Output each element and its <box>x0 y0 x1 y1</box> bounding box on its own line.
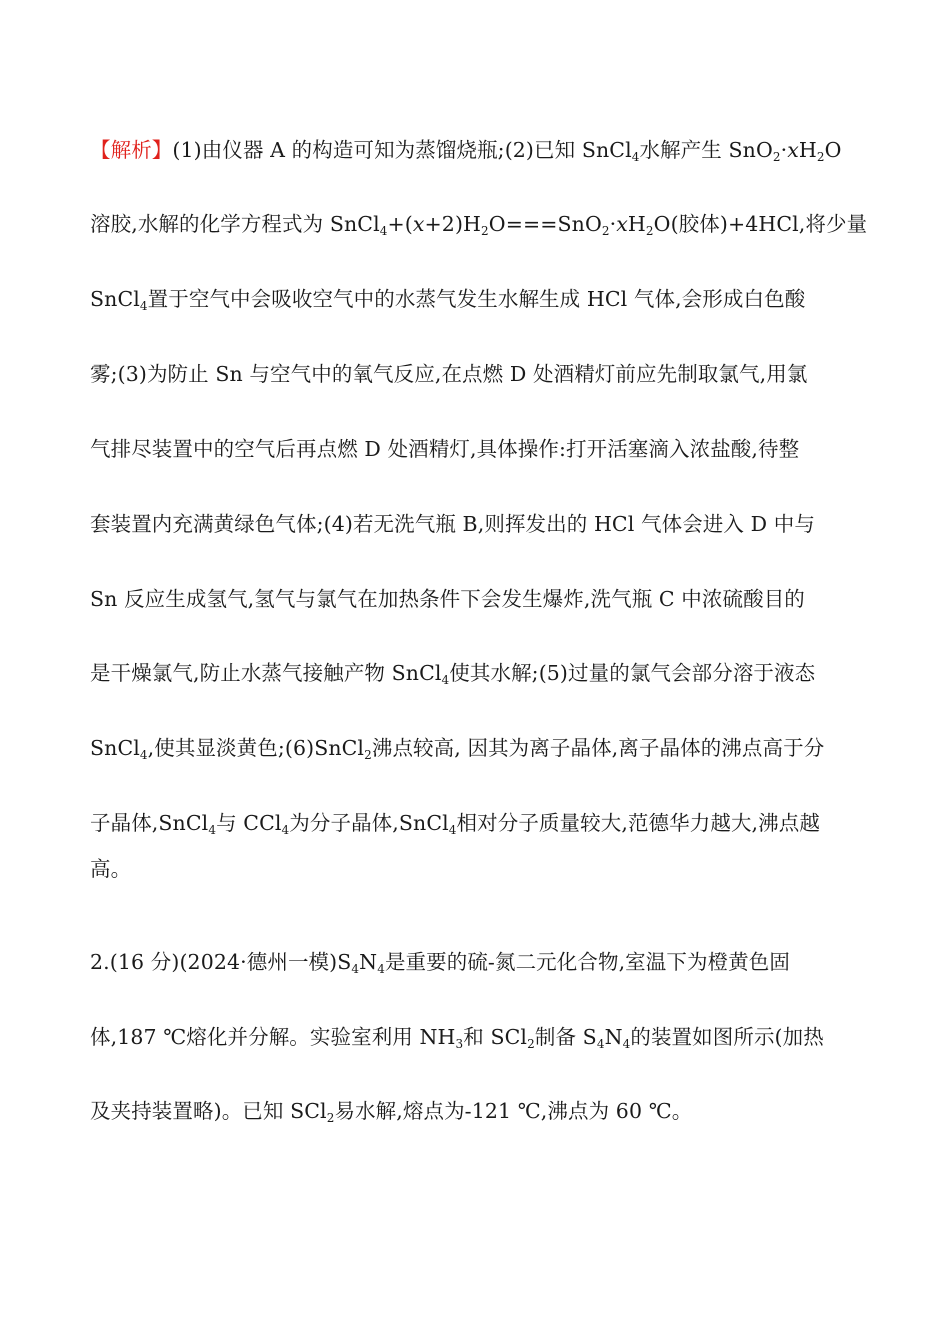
question-line-2 <box>90 1023 870 1051</box>
variable-x: x <box>412 212 425 236</box>
analysis-line-11: 高。 <box>90 857 132 881</box>
variable-x: x <box>616 212 628 236</box>
text: +( <box>387 212 413 236</box>
text: O <box>824 138 842 162</box>
text: 子晶体,SnCl <box>90 811 209 835</box>
text: O===SnO <box>488 212 602 236</box>
subscript: 4 <box>631 150 640 164</box>
text: 体,187 ℃熔化并分解。实验室利用 NH <box>90 1025 456 1049</box>
subscript: 4 <box>208 823 217 837</box>
text: (1)由仪器 A 的构造可知为蒸馏烧瓶;(2)已知 SnCl <box>172 138 632 162</box>
text: N <box>604 1025 623 1049</box>
subscript: 4 <box>139 299 148 313</box>
subscript: 2 <box>527 1037 535 1051</box>
text: 和 SCl <box>463 1025 528 1049</box>
analysis-line-5: 气排尽装置中的空气后再点燃 D 处酒精灯,具体操作:打开活塞滴入浓盐酸,待整 <box>90 437 800 461</box>
subscript: 4 <box>351 962 360 976</box>
subscript: 4 <box>448 823 457 837</box>
subscript: 4 <box>139 748 148 762</box>
text: · <box>609 212 617 236</box>
subscript: 2 <box>601 224 610 238</box>
text: 为分子晶体,SnCl <box>289 811 449 835</box>
text: 的装置如图所示(加热 <box>630 1025 824 1049</box>
text: SnCl <box>90 736 140 760</box>
text: 是重要的硫-氮二元化合物,室温下为橙黄色固 <box>384 950 790 974</box>
text: ,使其显淡黄色;(6)SnCl <box>147 736 365 760</box>
text: 2.(16 分)(2024·德州一模)S <box>90 950 352 974</box>
question-line-3 <box>90 1097 870 1125</box>
text: SnCl <box>90 287 140 311</box>
subscript: 4 <box>377 962 385 976</box>
text: · <box>780 138 788 162</box>
subscript: 2 <box>481 224 489 238</box>
text: O(胶体)+4HCl,将少量 <box>653 212 868 236</box>
text: N <box>359 950 378 974</box>
subscript: 4 <box>379 224 388 238</box>
analysis-line-4: 雾;(3)为防止 Sn 与空气中的氧气反应,在点燃 D 处酒精灯前应先制取氯气,用氯 <box>90 362 808 386</box>
subscript: 4 <box>281 823 290 837</box>
text: 使其水解;(5)过量的氯气会部分溶于液态 <box>449 661 816 685</box>
subscript: 2 <box>772 150 781 164</box>
text: 易水解,熔点为-121 ℃,沸点为 60 ℃。 <box>334 1099 693 1123</box>
text: 及夹持装置略)。已知 SCl <box>90 1099 327 1123</box>
text: +2)H <box>424 212 482 236</box>
question-line-1 <box>90 948 870 976</box>
analysis-line-10 <box>90 809 870 837</box>
text: 相对分子质量较大,范德华力越大,沸点越 <box>456 811 820 835</box>
variable-x: x <box>787 138 799 162</box>
text: 与 CCl <box>216 811 282 835</box>
subscript: 4 <box>622 1037 631 1051</box>
analysis-line-8 <box>90 659 870 687</box>
subscript: 3 <box>455 1037 464 1051</box>
text: 溶胶,水解的化学方程式为 SnCl <box>90 212 380 236</box>
subscript: 2 <box>364 748 372 762</box>
subscript: 4 <box>596 1037 605 1051</box>
text: 水解产生 SnO <box>639 138 773 162</box>
analysis-line-3 <box>90 285 870 313</box>
analysis-line-2 <box>90 210 870 238</box>
text: 制备 S <box>534 1025 597 1049</box>
subscript: 2 <box>645 224 654 238</box>
text: 沸点较高, 因其为离子晶体,离子晶体的沸点高于分 <box>371 736 825 760</box>
analysis-line-9 <box>90 734 870 762</box>
analysis-tag: 【解析】 <box>90 138 173 162</box>
text: H <box>798 138 817 162</box>
subscript: 2 <box>816 150 825 164</box>
analysis-line-6: 套装置内充满黄绿色气体;(4)若无洗气瓶 B,则挥发出的 HCl 气体会进入 D 中与 <box>90 512 815 536</box>
subscript: 4 <box>441 673 450 687</box>
text: 置于空气中会吸收空气中的水蒸气发生水解生成 HCl 气体,会形成白色酸 <box>147 287 806 311</box>
subscript: 2 <box>326 1111 335 1125</box>
analysis-line-1 <box>90 136 870 164</box>
analysis-line-7: Sn 反应生成氢气,氢气与氯气在加热条件下会发生爆炸,洗气瓶 C 中浓硫酸目的 <box>90 587 805 611</box>
text: 是干燥氯气,防止水蒸气接触产物 SnCl <box>90 661 442 685</box>
text: H <box>627 212 646 236</box>
